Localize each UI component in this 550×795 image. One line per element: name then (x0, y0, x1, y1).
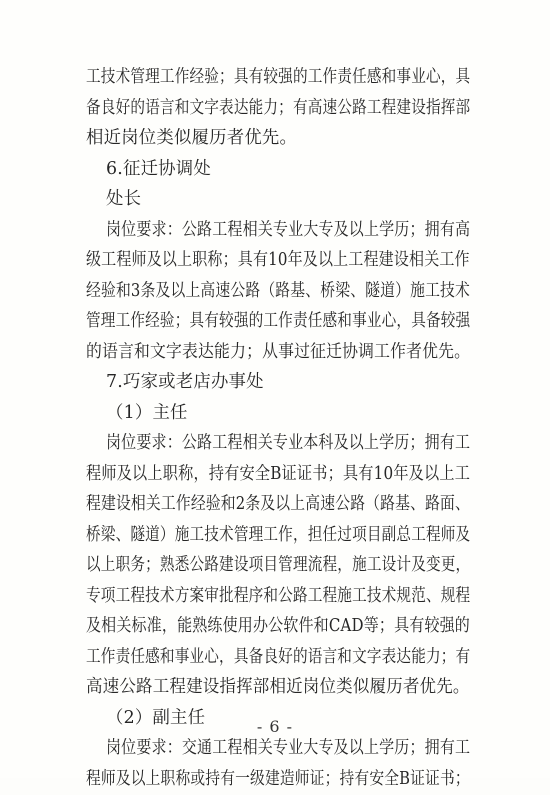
body-text-line: 专项工程技术方案审批程序和公路工程施工技术规范、规程 (86, 585, 471, 606)
body-text-line: 以上职务；熟悉公路建设项目管理流程，施工设计及变更， (86, 555, 471, 575)
body-text-line: 岗位要求：交通工程相关专业大专及以上学历；拥有工 (106, 738, 471, 758)
body-text-line: 的语言和文字表达能力；从事过征迁协调工作者优先。 (86, 341, 471, 362)
page-number: - 6 - (256, 717, 294, 736)
body-text-line: 工作责任感和事业心，具备良好的语言和文字表达能力；有 (86, 646, 471, 667)
position-title: 处长 (106, 189, 142, 209)
body-text-line: 工技术管理工作经验；具有较强的工作责任感和事业心，具 (86, 67, 471, 87)
body-text-line: 岗位要求：公路工程相关专业本科及以上学历；拥有工 (106, 433, 471, 453)
body-text-line: 桥梁、隧道）施工技术管理工作，担任过项目副总工程师及 (86, 524, 471, 545)
body-text-line: 经验和3条及以上高速公路（路基、桥梁、隧道）施工技术 (86, 280, 471, 301)
body-text-line: 高速公路工程建设指挥部相近岗位类似履历者优先。 (86, 677, 470, 697)
body-text-line: 程师及以上职称或持有一级建造师证；持有安全B证证书； (86, 768, 470, 789)
body-text-line: 级工程师及以上职称；具有10年及以上工程建设相关工作 (86, 250, 470, 270)
body-text-line: 岗位要求：公路工程相关专业大专及以上学历；拥有高 (106, 219, 471, 240)
section-heading: 7.巧家或老店办事处 (106, 372, 264, 392)
body-text-line: 程建设相关工作经验和2条及以上高速公路（路基、路面、 (86, 494, 471, 514)
body-text-line: 程师及以上职称，持有安全B证证书；具有10年及以上工 (86, 463, 471, 484)
position-title: （2）副主任 (106, 707, 206, 728)
body-text-line: 管理工作经验；具有较强的工作责任感和事业心，具备较强 (86, 311, 471, 331)
body-text-line: 相近岗位类似履历者优先。 (86, 128, 298, 148)
section-heading: 6.征迁协调处 (106, 158, 211, 179)
body-text-line: 及相关标准，能熟练使用办公软件和CAD等；具有较强的 (86, 616, 470, 636)
position-title: （1）主任 (106, 402, 188, 423)
body-text-line: 备良好的语言和文字表达能力；有高速公路工程建设指挥部 (86, 97, 471, 118)
